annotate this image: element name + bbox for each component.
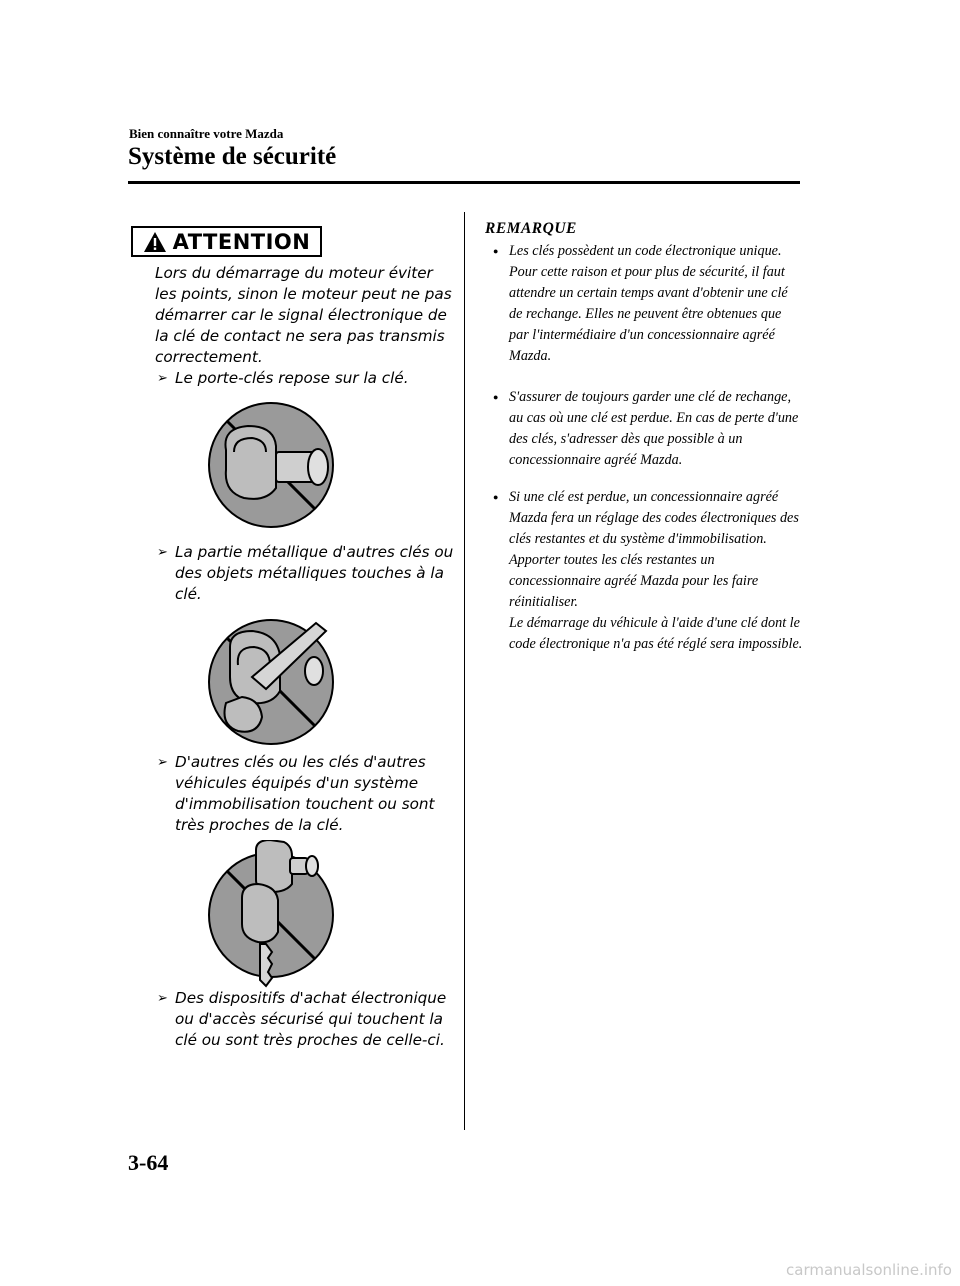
remark-title: REMARQUE bbox=[485, 220, 577, 237]
attention-item-text: D'autres clés ou les clés d'autres véhicules équipés d'un système d'immobilisation touchent ou sont très proches de la clé. bbox=[175, 753, 435, 834]
remark-item-text: S'assurer de toujours garder une clé de rechange, au cas où une clé est perdue. En cas de perte d'une des clés, s'adresser dès que possible à un concessionnaire agréé Mazda. bbox=[509, 389, 799, 468]
round-bullet-icon: ● bbox=[493, 392, 499, 402]
attention-item bbox=[157, 368, 457, 389]
section-label: Bien connaître votre Mazda bbox=[129, 126, 284, 141]
attention-item bbox=[157, 542, 457, 605]
remark-item bbox=[493, 387, 803, 471]
arrow-bullet-icon: ➢ bbox=[157, 755, 168, 770]
attention-item bbox=[157, 988, 457, 1051]
remark-item bbox=[493, 487, 803, 613]
arrow-bullet-icon: ➢ bbox=[157, 371, 168, 386]
header-rule bbox=[128, 181, 800, 184]
page-title: Système de sécurité bbox=[128, 143, 337, 170]
attention-item-text: Des dispositifs d'achat électronique ou d'accès sécurisé qui touchent la clé ou sont très proches de celle-ci. bbox=[175, 989, 447, 1049]
arrow-bullet-icon: ➢ bbox=[157, 545, 168, 560]
attention-item-text: La partie métallique d'autres clés ou des objets métalliques touches à la clé. bbox=[175, 543, 454, 603]
attention-item bbox=[157, 752, 457, 836]
page-number: 3-64 bbox=[128, 1150, 169, 1175]
key-with-keychain-illustration bbox=[196, 390, 346, 540]
remark-item bbox=[493, 241, 803, 367]
attention-item-text: Le porte-clés repose sur la clé. bbox=[175, 369, 409, 387]
attention-intro: Lors du démarrage du moteur éviter les points, sinon le moteur peut ne pas démarrer car le signal électronique de la clé de contact ne sera pas transmis correctement. bbox=[155, 264, 452, 366]
round-bullet-icon: ● bbox=[493, 246, 499, 256]
key-touching-metal-key-illustration bbox=[196, 607, 346, 757]
warning-triangle-icon bbox=[143, 231, 167, 253]
round-bullet-icon: ● bbox=[493, 492, 499, 502]
multiple-immobilizer-keys-illustration bbox=[196, 840, 346, 990]
remark-extra bbox=[493, 613, 803, 655]
remark-item-text: Les clés possèdent un code électronique unique. Pour cette raison et pour plus de sécurité, il faut attendre un certain temps avant d'obtenir une clé de rechange. Elles ne peuvent être obtenues que par l'intermédiaire d'un concessionnaire agréé Mazda. bbox=[509, 243, 788, 364]
column-divider bbox=[464, 212, 465, 1130]
attention-box bbox=[131, 226, 322, 257]
remark-item-text: Si une clé est perdue, un concessionnaire agréé Mazda fera un réglage des codes électroniques des clés restantes et du système d'immobilisation. Apporter toutes les clés restantes un concessionnaire agréé Mazda pour les faire réinitialiser. bbox=[509, 489, 799, 610]
arrow-bullet-icon: ➢ bbox=[157, 991, 168, 1006]
remark-extra-text: Le démarrage du véhicule à l'aide d'une clé dont le code électronique n'a pas été réglé sera impossible. bbox=[509, 615, 803, 652]
attention-label: ATTENTION bbox=[172, 229, 311, 254]
watermark: carmanualsonline.info bbox=[786, 1261, 952, 1279]
